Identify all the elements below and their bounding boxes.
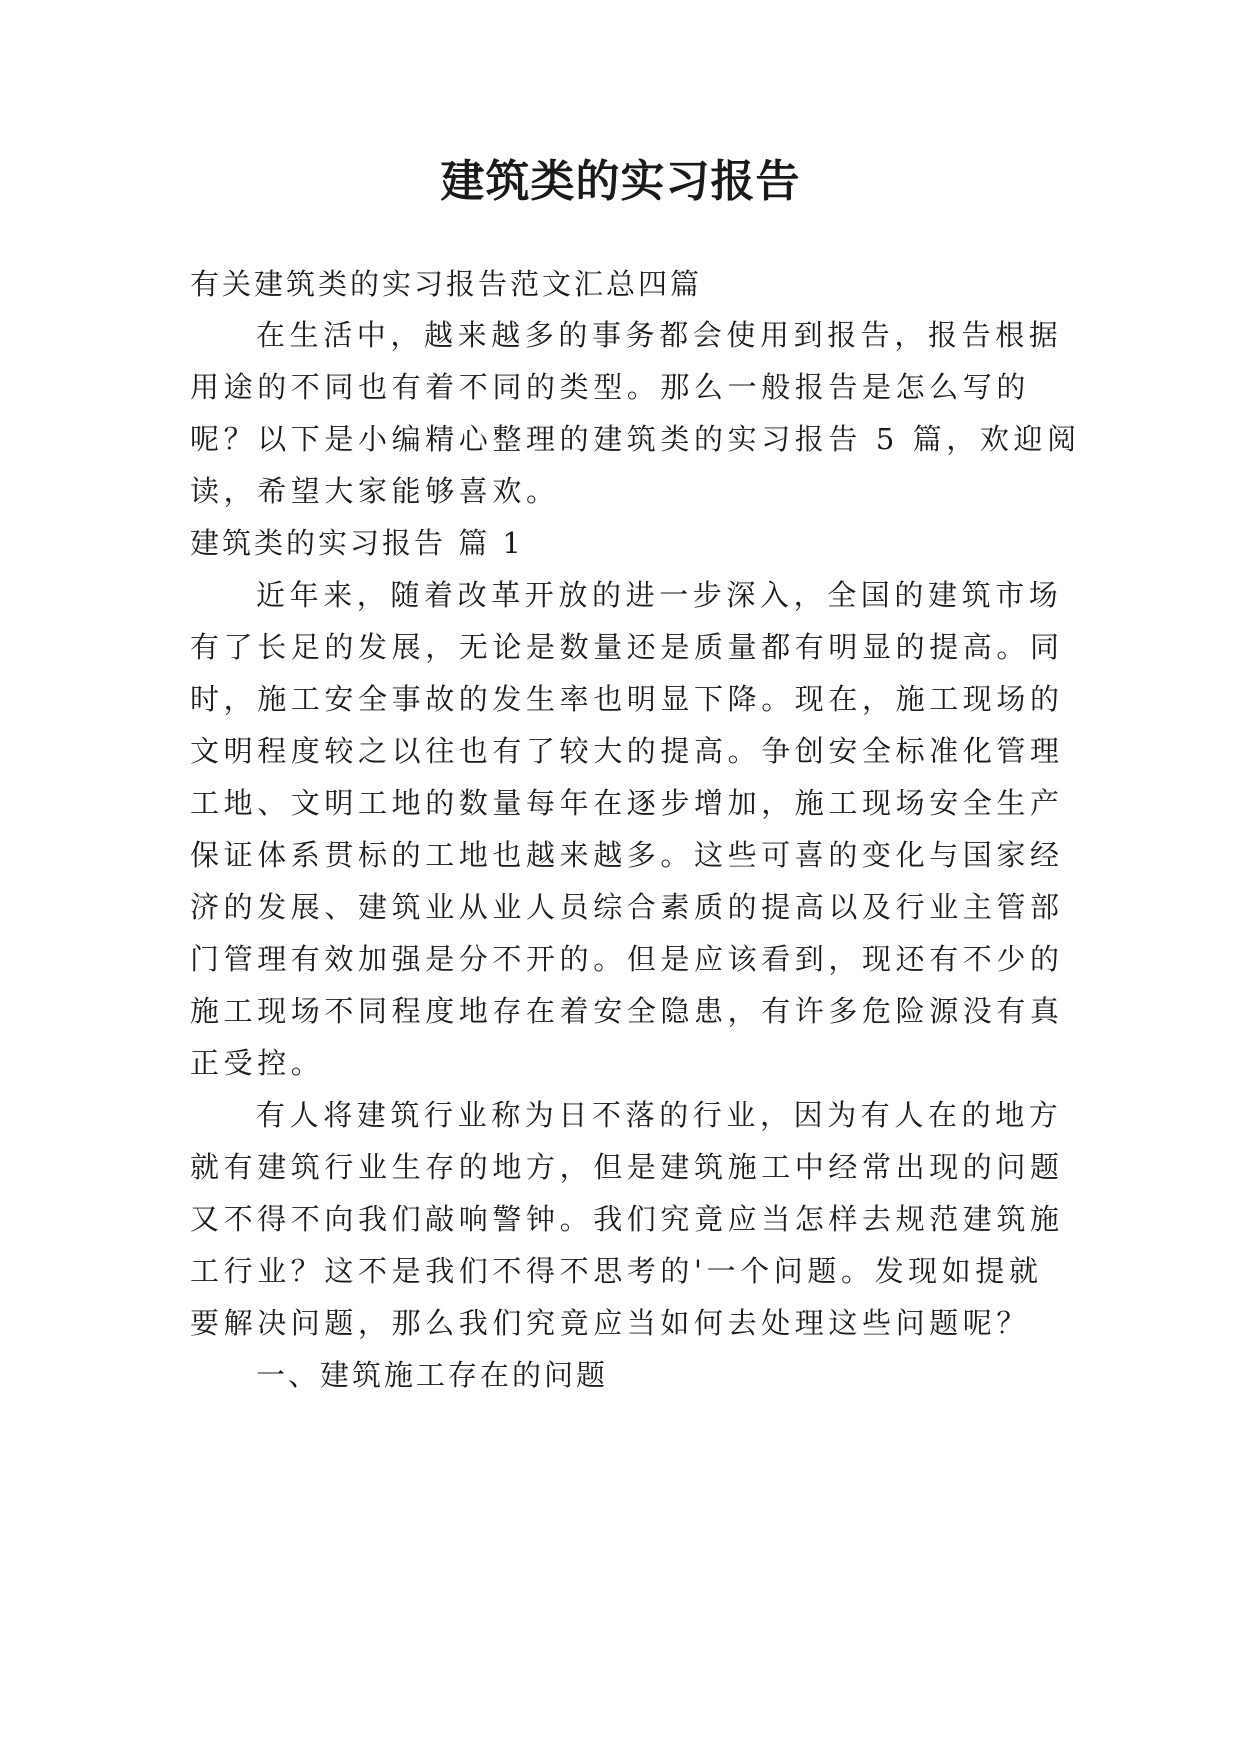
paragraph-line: 文明程度较之以往也有了较大的提高。争创安全标准化管理 xyxy=(190,734,1064,768)
paragraph-line: 门管理有效加强是分不开的。但是应该看到，现还有不少的 xyxy=(190,942,1064,976)
intro-line: 读，希望大家能够喜欢。 xyxy=(190,474,560,508)
paragraph-line: 施工现场不同程度地存在着安全隐患，有许多危险源没有真 xyxy=(190,994,1064,1028)
document-title: 建筑类的实习报告 xyxy=(440,156,801,207)
paragraph-line: 又不得不向我们敲响警钟。我们究竟应当怎样去规范建筑施 xyxy=(190,1202,1064,1236)
paragraph-line: 正受控。 xyxy=(190,1046,325,1080)
paragraph-line: 就有建筑行业生存的地方，但是建筑施工中经常出现的问题 xyxy=(190,1150,1064,1184)
paragraph-line: 要解决问题，那么我们究竟应当如何去处理这些问题呢？ xyxy=(190,1306,1031,1340)
document-subtitle: 有关建筑类的实习报告范文汇总四篇 xyxy=(190,267,703,301)
intro-line: 用途的不同也有着不同的类型。那么一般报告是怎么写的 xyxy=(190,370,1031,404)
section-heading: 建筑类的实习报告 篇 1 xyxy=(190,526,524,560)
subheading: 一、建筑施工存在的问题 xyxy=(256,1358,609,1392)
paragraph-line: 保证体系贯标的工地也越来越多。这些可喜的变化与国家经 xyxy=(190,838,1064,872)
paragraph-line: 时，施工安全事故的发生率也明显下降。现在，施工现场的 xyxy=(190,682,1064,716)
paragraph-line: 工行业？这不是我们不得不思考的'一个问题。发现如提就 xyxy=(190,1254,1043,1288)
paragraph-line: 有了长足的发展，无论是数量还是质量都有明显的提高。同 xyxy=(190,630,1064,664)
intro-line: 在生活中，越来越多的事务都会使用到报告，报告根据 xyxy=(256,318,1063,352)
intro-line: 呢？以下是小编精心整理的建筑类的实习报告 5 篇，欢迎阅 xyxy=(190,422,1081,456)
paragraph-line: 工地、文明工地的数量每年在逐步增加，施工现场安全生产 xyxy=(190,786,1064,820)
paragraph-line: 有人将建筑行业称为日不落的行业，因为有人在的地方 xyxy=(256,1098,1063,1132)
paragraph-line: 近年来，随着改革开放的进一步深入，全国的建筑市场 xyxy=(256,578,1063,612)
paragraph-line: 济的发展、建筑业从业人员综合素质的提高以及行业主管部 xyxy=(190,890,1064,924)
